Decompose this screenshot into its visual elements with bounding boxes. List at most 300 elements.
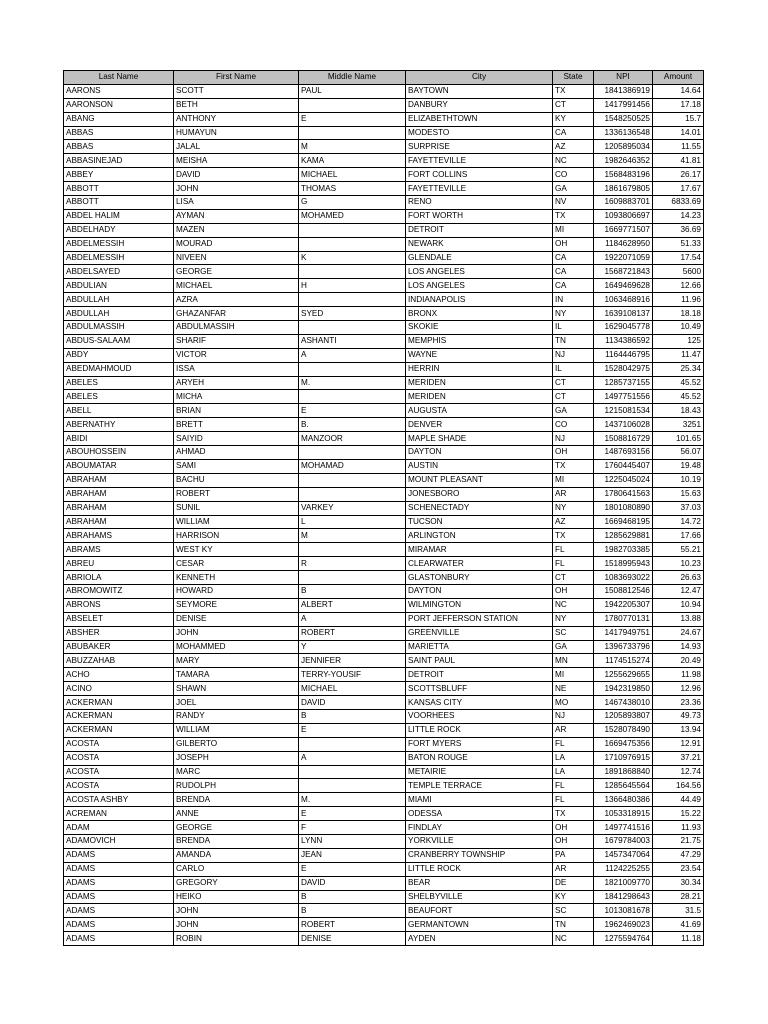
npi-cell: 1548250525 bbox=[594, 112, 653, 126]
amount-cell: 31.5 bbox=[653, 904, 704, 918]
npi-cell: 1669475356 bbox=[594, 737, 653, 751]
first-name-cell: ANNE bbox=[174, 807, 299, 821]
amount-cell: 20.49 bbox=[653, 654, 704, 668]
last-name-cell: ADAM bbox=[64, 821, 174, 835]
middle-name-cell: MOHAMAD bbox=[299, 459, 406, 473]
npi-cell: 1841298643 bbox=[594, 890, 653, 904]
state-cell: FL bbox=[553, 779, 594, 793]
state-cell: TX bbox=[553, 209, 594, 223]
state-cell: GA bbox=[553, 182, 594, 196]
amount-cell: 12.96 bbox=[653, 682, 704, 696]
middle-name-cell: L bbox=[299, 515, 406, 529]
first-name-cell: HARRISON bbox=[174, 529, 299, 543]
first-name-cell: AHMAD bbox=[174, 446, 299, 460]
first-name-cell: MOURAD bbox=[174, 237, 299, 251]
table-row bbox=[64, 293, 704, 307]
middle-name-cell: DAVID bbox=[299, 876, 406, 890]
state-cell: CA bbox=[553, 265, 594, 279]
table-row bbox=[64, 876, 704, 890]
table-row bbox=[64, 140, 704, 154]
middle-name-cell bbox=[299, 321, 406, 335]
amount-cell: 45.52 bbox=[653, 390, 704, 404]
city-cell: SCOTTSBLUFF bbox=[406, 682, 553, 696]
city-cell: CRANBERRY TOWNSHIP bbox=[406, 848, 553, 862]
table-row bbox=[64, 626, 704, 640]
first-name-cell: AZRA bbox=[174, 293, 299, 307]
last-name-cell: ABDUS-SALAAM bbox=[64, 334, 174, 348]
city-cell: MEMPHIS bbox=[406, 334, 553, 348]
state-cell: MI bbox=[553, 473, 594, 487]
last-name-cell: ACOSTA bbox=[64, 751, 174, 765]
last-name-cell: ADAMS bbox=[64, 932, 174, 946]
last-name-cell: ABEDMAHMOUD bbox=[64, 362, 174, 376]
amount-cell: 14.72 bbox=[653, 515, 704, 529]
city-cell: TUCSON bbox=[406, 515, 553, 529]
state-cell: CT bbox=[553, 376, 594, 390]
last-name-cell: ACHO bbox=[64, 668, 174, 682]
npi-cell: 1396733796 bbox=[594, 640, 653, 654]
first-name-cell: MAZEN bbox=[174, 223, 299, 237]
amount-cell: 11.47 bbox=[653, 348, 704, 362]
npi-cell: 1457347064 bbox=[594, 848, 653, 862]
first-name-cell: ROBIN bbox=[174, 932, 299, 946]
state-cell: PA bbox=[553, 848, 594, 862]
last-name-cell: ACOSTA bbox=[64, 779, 174, 793]
table-row bbox=[64, 765, 704, 779]
last-name-cell: ABDELSAYED bbox=[64, 265, 174, 279]
state-cell: CA bbox=[553, 126, 594, 140]
amount-cell: 14.01 bbox=[653, 126, 704, 140]
city-cell: BATON ROUGE bbox=[406, 751, 553, 765]
state-cell: CO bbox=[553, 168, 594, 182]
table-row bbox=[64, 376, 704, 390]
amount-cell: 15.63 bbox=[653, 487, 704, 501]
npi-cell: 1942319850 bbox=[594, 682, 653, 696]
last-name-cell: ABDELMESSIH bbox=[64, 237, 174, 251]
npi-cell: 1679784003 bbox=[594, 834, 653, 848]
last-name-cell: ABRAHAMS bbox=[64, 529, 174, 543]
first-name-cell: SAMI bbox=[174, 459, 299, 473]
city-cell: GERMANTOWN bbox=[406, 918, 553, 932]
amount-cell: 17.54 bbox=[653, 251, 704, 265]
table-row bbox=[64, 612, 704, 626]
middle-name-cell: M. bbox=[299, 793, 406, 807]
middle-name-cell bbox=[299, 487, 406, 501]
first-name-cell: SAIYID bbox=[174, 432, 299, 446]
last-name-cell: ACOSTA ASHBY bbox=[64, 793, 174, 807]
last-name-cell: ADAMS bbox=[64, 904, 174, 918]
amount-cell: 23.54 bbox=[653, 862, 704, 876]
first-name-cell: KENNETH bbox=[174, 571, 299, 585]
npi-cell: 1528042975 bbox=[594, 362, 653, 376]
first-name-cell: JOEL bbox=[174, 696, 299, 710]
npi-cell: 1801080890 bbox=[594, 501, 653, 515]
amount-cell: 17.67 bbox=[653, 182, 704, 196]
state-cell: OH bbox=[553, 821, 594, 835]
city-cell: PORT JEFFERSON STATION bbox=[406, 612, 553, 626]
middle-name-cell bbox=[299, 737, 406, 751]
first-name-cell: JOHN bbox=[174, 182, 299, 196]
first-name-cell: WILLIAM bbox=[174, 723, 299, 737]
city-cell: GREENVILLE bbox=[406, 626, 553, 640]
amount-cell: 10.49 bbox=[653, 321, 704, 335]
first-name-cell: MICHAEL bbox=[174, 279, 299, 293]
state-cell: KY bbox=[553, 890, 594, 904]
npi-cell: 1922071059 bbox=[594, 251, 653, 265]
state-cell: TX bbox=[553, 459, 594, 473]
first-name-cell: DAVID bbox=[174, 168, 299, 182]
table-row bbox=[64, 362, 704, 376]
header-npi: NPI bbox=[594, 71, 653, 85]
city-cell: HERRIN bbox=[406, 362, 553, 376]
table-row bbox=[64, 501, 704, 515]
middle-name-cell: VARKEY bbox=[299, 501, 406, 515]
city-cell: MAPLE SHADE bbox=[406, 432, 553, 446]
first-name-cell: BRENDA bbox=[174, 834, 299, 848]
state-cell: KY bbox=[553, 112, 594, 126]
state-cell: CT bbox=[553, 390, 594, 404]
table-row bbox=[64, 751, 704, 765]
npi-cell: 1417949751 bbox=[594, 626, 653, 640]
middle-name-cell: ROBERT bbox=[299, 626, 406, 640]
table-row bbox=[64, 348, 704, 362]
state-cell: OH bbox=[553, 446, 594, 460]
first-name-cell: AMANDA bbox=[174, 848, 299, 862]
city-cell: FAYETTEVILLE bbox=[406, 182, 553, 196]
npi-cell: 1760445407 bbox=[594, 459, 653, 473]
first-name-cell: JOSEPH bbox=[174, 751, 299, 765]
last-name-cell: ABREU bbox=[64, 557, 174, 571]
npi-cell: 1497741516 bbox=[594, 821, 653, 835]
npi-cell: 1285645564 bbox=[594, 779, 653, 793]
table-row bbox=[64, 737, 704, 751]
city-cell: MERIDEN bbox=[406, 376, 553, 390]
amount-cell: 19.48 bbox=[653, 459, 704, 473]
amount-cell: 3251 bbox=[653, 418, 704, 432]
npi-cell: 1528078490 bbox=[594, 723, 653, 737]
amount-cell: 10.19 bbox=[653, 473, 704, 487]
last-name-cell: ABUZZAHAB bbox=[64, 654, 174, 668]
npi-cell: 1205893807 bbox=[594, 709, 653, 723]
state-cell: LA bbox=[553, 751, 594, 765]
first-name-cell: CESAR bbox=[174, 557, 299, 571]
middle-name-cell: B bbox=[299, 904, 406, 918]
table-row bbox=[64, 682, 704, 696]
middle-name-cell: MICHAEL bbox=[299, 682, 406, 696]
city-cell: DANBURY bbox=[406, 98, 553, 112]
city-cell: DENVER bbox=[406, 418, 553, 432]
first-name-cell: GEORGE bbox=[174, 821, 299, 835]
city-cell: BEAUFORT bbox=[406, 904, 553, 918]
middle-name-cell: K bbox=[299, 251, 406, 265]
state-cell: NJ bbox=[553, 709, 594, 723]
middle-name-cell bbox=[299, 446, 406, 460]
table-row bbox=[64, 251, 704, 265]
city-cell: FAYETTEVILLE bbox=[406, 154, 553, 168]
middle-name-cell bbox=[299, 362, 406, 376]
npi-cell: 1518995943 bbox=[594, 557, 653, 571]
first-name-cell: MEISHA bbox=[174, 154, 299, 168]
npi-cell: 1982646352 bbox=[594, 154, 653, 168]
state-cell: CO bbox=[553, 418, 594, 432]
middle-name-cell: E bbox=[299, 723, 406, 737]
first-name-cell: MARY bbox=[174, 654, 299, 668]
last-name-cell: ADAMS bbox=[64, 918, 174, 932]
npi-cell: 1508816729 bbox=[594, 432, 653, 446]
middle-name-cell bbox=[299, 473, 406, 487]
npi-cell: 1639108137 bbox=[594, 307, 653, 321]
state-cell: LA bbox=[553, 765, 594, 779]
table-row bbox=[64, 390, 704, 404]
table-row bbox=[64, 668, 704, 682]
last-name-cell: ABELL bbox=[64, 404, 174, 418]
npi-cell: 1982703385 bbox=[594, 543, 653, 557]
last-name-cell: ABRAHAM bbox=[64, 501, 174, 515]
amount-cell: 11.96 bbox=[653, 293, 704, 307]
amount-cell: 55.21 bbox=[653, 543, 704, 557]
npi-cell: 1174515274 bbox=[594, 654, 653, 668]
city-cell: SCHENECTADY bbox=[406, 501, 553, 515]
state-cell: TN bbox=[553, 918, 594, 932]
state-cell: AR bbox=[553, 862, 594, 876]
amount-cell: 10.23 bbox=[653, 557, 704, 571]
city-cell: DAYTON bbox=[406, 446, 553, 460]
first-name-cell: JOHN bbox=[174, 918, 299, 932]
amount-cell: 30.34 bbox=[653, 876, 704, 890]
middle-name-cell: KAMA bbox=[299, 154, 406, 168]
npi-cell: 1780770131 bbox=[594, 612, 653, 626]
npi-cell: 1255629655 bbox=[594, 668, 653, 682]
state-cell: NJ bbox=[553, 432, 594, 446]
state-cell: MI bbox=[553, 668, 594, 682]
first-name-cell: WEST KY bbox=[174, 543, 299, 557]
middle-name-cell: MOHAMED bbox=[299, 209, 406, 223]
npi-cell: 1285737155 bbox=[594, 376, 653, 390]
amount-cell: 18.43 bbox=[653, 404, 704, 418]
last-name-cell: ABRIOLA bbox=[64, 571, 174, 585]
amount-cell: 56.07 bbox=[653, 446, 704, 460]
state-cell: CT bbox=[553, 98, 594, 112]
first-name-cell: LISA bbox=[174, 196, 299, 210]
state-cell: MI bbox=[553, 223, 594, 237]
last-name-cell: ACREMAN bbox=[64, 807, 174, 821]
npi-cell: 1891868840 bbox=[594, 765, 653, 779]
city-cell: LOS ANGELES bbox=[406, 279, 553, 293]
state-cell: NY bbox=[553, 612, 594, 626]
table-row bbox=[64, 584, 704, 598]
middle-name-cell bbox=[299, 293, 406, 307]
city-cell: YORKVILLE bbox=[406, 834, 553, 848]
last-name-cell: ABDULLAH bbox=[64, 307, 174, 321]
state-cell: FL bbox=[553, 737, 594, 751]
middle-name-cell: SYED bbox=[299, 307, 406, 321]
middle-name-cell: E bbox=[299, 807, 406, 821]
middle-name-cell bbox=[299, 779, 406, 793]
last-name-cell: ABDY bbox=[64, 348, 174, 362]
amount-cell: 12.66 bbox=[653, 279, 704, 293]
npi-cell: 1942205307 bbox=[594, 598, 653, 612]
amount-cell: 21.75 bbox=[653, 834, 704, 848]
city-cell: INDIANAPOLIS bbox=[406, 293, 553, 307]
npi-cell: 1124225255 bbox=[594, 862, 653, 876]
middle-name-cell: B bbox=[299, 890, 406, 904]
middle-name-cell: E bbox=[299, 112, 406, 126]
state-cell: AR bbox=[553, 723, 594, 737]
city-cell: BEAR bbox=[406, 876, 553, 890]
middle-name-cell: M bbox=[299, 140, 406, 154]
state-cell: DE bbox=[553, 876, 594, 890]
npi-cell: 1215081534 bbox=[594, 404, 653, 418]
table-row bbox=[64, 84, 704, 98]
city-cell: FINDLAY bbox=[406, 821, 553, 835]
first-name-cell: HUMAYUN bbox=[174, 126, 299, 140]
npi-cell: 1497751556 bbox=[594, 390, 653, 404]
npi-cell: 1285629881 bbox=[594, 529, 653, 543]
first-name-cell: MOHAMMED bbox=[174, 640, 299, 654]
city-cell: DAYTON bbox=[406, 584, 553, 598]
first-name-cell: DENISE bbox=[174, 612, 299, 626]
middle-name-cell: MANZOOR bbox=[299, 432, 406, 446]
npi-cell: 1710976915 bbox=[594, 751, 653, 765]
last-name-cell: ABELES bbox=[64, 376, 174, 390]
last-name-cell: ABRAHAM bbox=[64, 515, 174, 529]
city-cell: SURPRISE bbox=[406, 140, 553, 154]
npi-cell: 1861679805 bbox=[594, 182, 653, 196]
middle-name-cell bbox=[299, 98, 406, 112]
header-state: State bbox=[553, 71, 594, 85]
npi-cell: 1275594764 bbox=[594, 932, 653, 946]
npi-cell: 1568483196 bbox=[594, 168, 653, 182]
middle-name-cell: PAUL bbox=[299, 84, 406, 98]
amount-cell: 51.33 bbox=[653, 237, 704, 251]
first-name-cell: ARYEH bbox=[174, 376, 299, 390]
last-name-cell: ABRAHAM bbox=[64, 487, 174, 501]
first-name-cell: RUDOLPH bbox=[174, 779, 299, 793]
table-row bbox=[64, 821, 704, 835]
first-name-cell: ROBERT bbox=[174, 487, 299, 501]
last-name-cell: ABDELHADY bbox=[64, 223, 174, 237]
table-row bbox=[64, 209, 704, 223]
first-name-cell: CARLO bbox=[174, 862, 299, 876]
first-name-cell: SHARIF bbox=[174, 334, 299, 348]
city-cell: MIRAMAR bbox=[406, 543, 553, 557]
last-name-cell: ACKERMAN bbox=[64, 723, 174, 737]
middle-name-cell: G bbox=[299, 196, 406, 210]
city-cell: DETROIT bbox=[406, 668, 553, 682]
city-cell: AYDEN bbox=[406, 932, 553, 946]
first-name-cell: TAMARA bbox=[174, 668, 299, 682]
last-name-cell: ABDULMASSIH bbox=[64, 321, 174, 335]
first-name-cell: BRENDA bbox=[174, 793, 299, 807]
first-name-cell: SCOTT bbox=[174, 84, 299, 98]
npi-cell: 1336136548 bbox=[594, 126, 653, 140]
city-cell: FORT WORTH bbox=[406, 209, 553, 223]
last-name-cell: ADAMS bbox=[64, 890, 174, 904]
last-name-cell: ABIDI bbox=[64, 432, 174, 446]
amount-cell: 17.66 bbox=[653, 529, 704, 543]
state-cell: FL bbox=[553, 793, 594, 807]
npi-cell: 1437106028 bbox=[594, 418, 653, 432]
table-row bbox=[64, 696, 704, 710]
state-cell: IL bbox=[553, 362, 594, 376]
first-name-cell: ANTHONY bbox=[174, 112, 299, 126]
state-cell: SC bbox=[553, 904, 594, 918]
amount-cell: 26.17 bbox=[653, 168, 704, 182]
first-name-cell: SEYMORE bbox=[174, 598, 299, 612]
last-name-cell: ACOSTA bbox=[64, 737, 174, 751]
table-row bbox=[64, 529, 704, 543]
npi-cell: 1417991456 bbox=[594, 98, 653, 112]
last-name-cell: AARONSON bbox=[64, 98, 174, 112]
city-cell: DETROIT bbox=[406, 223, 553, 237]
last-name-cell: ABERNATHY bbox=[64, 418, 174, 432]
table-row bbox=[64, 723, 704, 737]
middle-name-cell: ASHANTI bbox=[299, 334, 406, 348]
npi-cell: 1609883701 bbox=[594, 196, 653, 210]
city-cell: GLENDALE bbox=[406, 251, 553, 265]
state-cell: TX bbox=[553, 807, 594, 821]
middle-name-cell: B bbox=[299, 584, 406, 598]
first-name-cell: HOWARD bbox=[174, 584, 299, 598]
npi-cell: 1629045778 bbox=[594, 321, 653, 335]
middle-name-cell bbox=[299, 126, 406, 140]
middle-name-cell bbox=[299, 237, 406, 251]
npi-cell: 1649469628 bbox=[594, 279, 653, 293]
amount-cell: 47.29 bbox=[653, 848, 704, 862]
middle-name-cell: H bbox=[299, 279, 406, 293]
first-name-cell: VICTOR bbox=[174, 348, 299, 362]
middle-name-cell bbox=[299, 543, 406, 557]
state-cell: AZ bbox=[553, 515, 594, 529]
table-row bbox=[64, 418, 704, 432]
city-cell: KANSAS CITY bbox=[406, 696, 553, 710]
amount-cell: 15.22 bbox=[653, 807, 704, 821]
last-name-cell: ADAMS bbox=[64, 848, 174, 862]
city-cell: NEWARK bbox=[406, 237, 553, 251]
city-cell: LITTLE ROCK bbox=[406, 862, 553, 876]
amount-cell: 25.34 bbox=[653, 362, 704, 376]
state-cell: OH bbox=[553, 584, 594, 598]
table-row bbox=[64, 223, 704, 237]
city-cell: MIAMI bbox=[406, 793, 553, 807]
header-city: City bbox=[406, 71, 553, 85]
city-cell: MARIETTA bbox=[406, 640, 553, 654]
last-name-cell: ABSHER bbox=[64, 626, 174, 640]
amount-cell: 37.03 bbox=[653, 501, 704, 515]
state-cell: NV bbox=[553, 196, 594, 210]
state-cell: IN bbox=[553, 293, 594, 307]
header-last-name: Last Name bbox=[64, 71, 174, 85]
npi-cell: 1821009770 bbox=[594, 876, 653, 890]
state-cell: NE bbox=[553, 682, 594, 696]
city-cell: VOORHEES bbox=[406, 709, 553, 723]
table-row bbox=[64, 848, 704, 862]
amount-cell: 26.63 bbox=[653, 571, 704, 585]
table-row bbox=[64, 237, 704, 251]
amount-cell: 14.93 bbox=[653, 640, 704, 654]
table-row bbox=[64, 321, 704, 335]
table-row bbox=[64, 709, 704, 723]
header-middle-name: Middle Name bbox=[299, 71, 406, 85]
npi-cell: 1205895034 bbox=[594, 140, 653, 154]
amount-cell: 15.7 bbox=[653, 112, 704, 126]
first-name-cell: MARC bbox=[174, 765, 299, 779]
amount-cell: 101.65 bbox=[653, 432, 704, 446]
table-row bbox=[64, 515, 704, 529]
npi-cell: 1093806697 bbox=[594, 209, 653, 223]
city-cell: LITTLE ROCK bbox=[406, 723, 553, 737]
first-name-cell: JOHN bbox=[174, 626, 299, 640]
